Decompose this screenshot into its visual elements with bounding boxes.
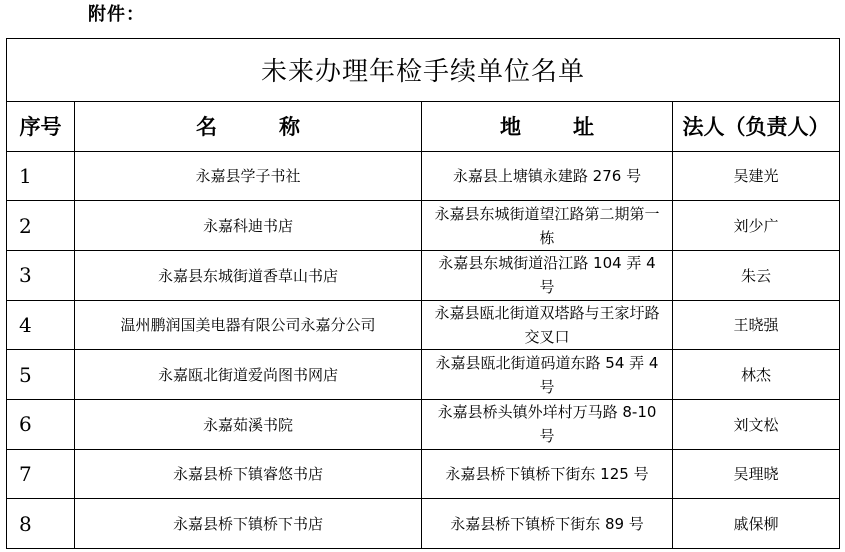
unit-representative: 刘文松 [673, 399, 840, 449]
unit-name: 温州鹏润国美电器有限公司永嘉分公司 [75, 300, 422, 350]
title-row [7, 39, 840, 102]
row-number: 5 [7, 350, 75, 400]
header-address: 地址 [422, 101, 673, 151]
header-name: 名称 [75, 101, 422, 151]
unit-representative: 戚保柳 [673, 499, 840, 549]
unit-address: 永嘉县东城街道望江路第二期第一栋 [422, 201, 673, 251]
unit-name: 永嘉县桥下镇桥下书店 [75, 499, 422, 549]
table-row [7, 499, 840, 549]
unit-representative: 王晓强 [673, 300, 840, 350]
unit-name: 永嘉科迪书店 [75, 201, 422, 251]
unit-address: 永嘉县瓯北街道码道东路 54 弄 4 号 [422, 350, 673, 400]
table-row [7, 449, 840, 499]
table-row [7, 250, 840, 300]
unit-address: 永嘉县桥下镇桥下街东 125 号 [422, 449, 673, 499]
unit-address: 永嘉县瓯北街道双塔路与王家圩路交叉口 [422, 300, 673, 350]
row-number: 3 [7, 250, 75, 300]
table-row [7, 350, 840, 400]
row-number: 7 [7, 449, 75, 499]
unit-representative: 吴理晓 [673, 449, 840, 499]
unit-representative: 朱云 [673, 250, 840, 300]
unit-representative: 林杰 [673, 350, 840, 400]
header-no: 序号 [7, 101, 75, 151]
header-row [7, 101, 840, 151]
attachment-label: 附件： [88, 4, 145, 25]
header-representative: 法人（负责人） [673, 101, 840, 151]
unit-name: 永嘉县东城街道香草山书店 [75, 250, 422, 300]
row-number: 6 [7, 399, 75, 449]
unit-name: 永嘉瓯北街道爱尚图书网店 [75, 350, 422, 400]
row-number: 4 [7, 300, 75, 350]
row-number: 8 [7, 499, 75, 549]
unit-list-table [6, 38, 840, 549]
unit-address: 永嘉县东城街道沿江路 104 弄 4 号 [422, 250, 673, 300]
unit-name: 永嘉县学子书社 [75, 151, 422, 201]
unit-name: 永嘉茹溪书院 [75, 399, 422, 449]
table-row [7, 201, 840, 251]
unit-address: 永嘉县上塘镇永建路 276 号 [422, 151, 673, 201]
table-row [7, 399, 840, 449]
table-row [7, 151, 840, 201]
unit-address: 永嘉县桥头镇外垟村万马路 8-10 号 [422, 399, 673, 449]
table-row [7, 300, 840, 350]
unit-address: 永嘉县桥下镇桥下街东 89 号 [422, 499, 673, 549]
unit-representative: 吴建光 [673, 151, 840, 201]
unit-name: 永嘉县桥下镇睿悠书店 [75, 449, 422, 499]
row-number: 2 [7, 201, 75, 251]
document-title: 未来办理年检手续单位名单 [7, 39, 840, 102]
unit-representative: 刘少广 [673, 201, 840, 251]
row-number: 1 [7, 151, 75, 201]
